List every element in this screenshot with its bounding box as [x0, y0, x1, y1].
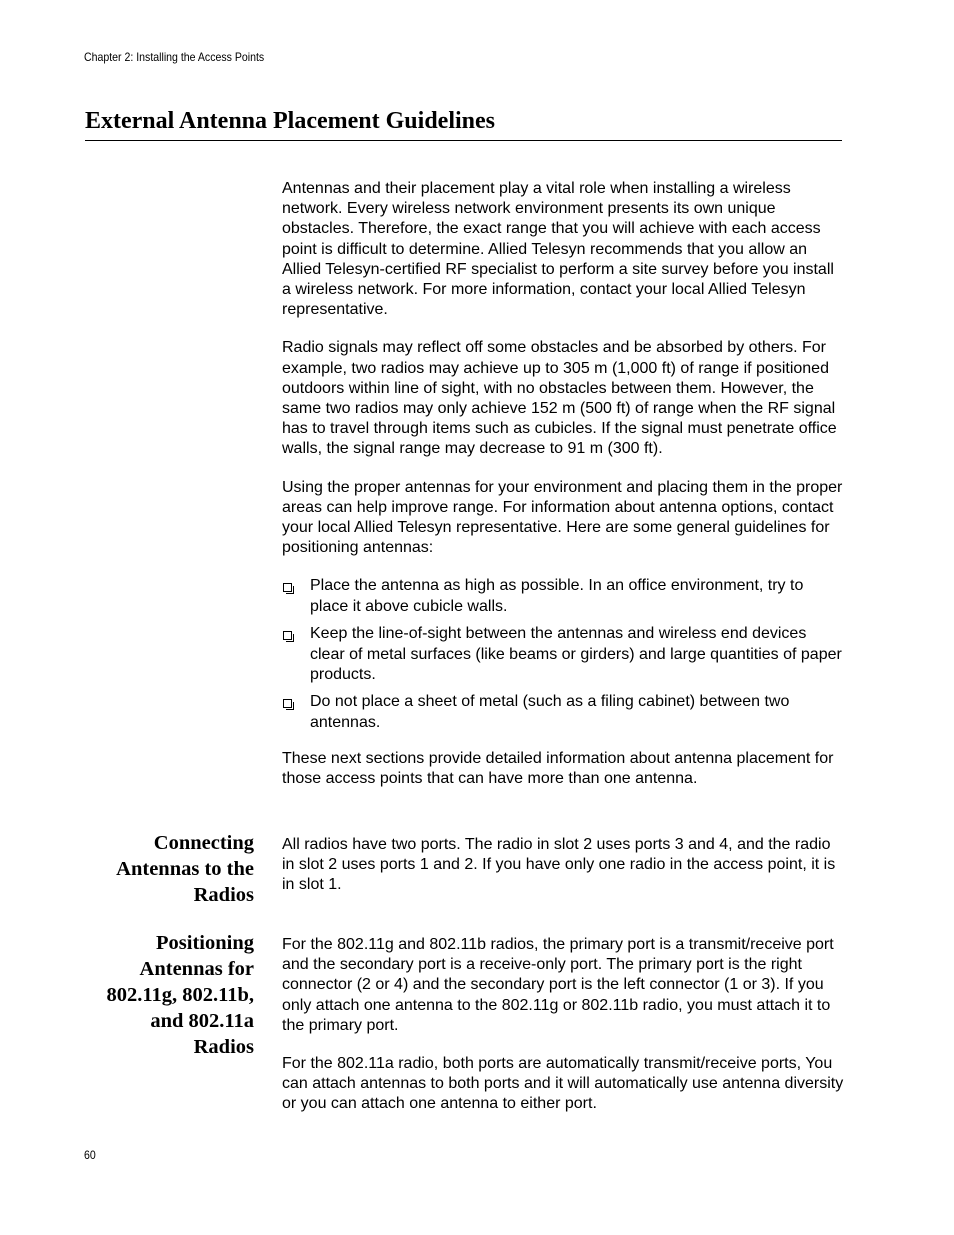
- list-item: [282, 624, 844, 685]
- list-item-text: Keep the line-of-sight between the antennas and wireless end devices clear of metal surfaces (like beams or girders) and large quantities of paper products.: [310, 625, 842, 683]
- connecting-paragraph: All radios have two ports. The radio in slot 2 uses ports 3 and 4, and the radio in slot 2 uses ports 1 and 2. If you have only one radio in the access point, it is in slot 1.: [282, 836, 836, 894]
- connecting-antennas-heading: [74, 830, 254, 908]
- intro-paragraph-2: Radio signals may reflect off some obstacles and be absorbed by others. For example, two radios may achieve up to 305 m (1,000 ft) of range if positioned outdoors within line of sight, with no obstacles between them. However, the same two radios may only achieve 152 m (500 ft) of range when the RF signal has to travel through items such as cubicles. If the signal must penetrate office walls, the signal range may decrease to 91 m (300 ft).: [282, 339, 837, 458]
- intro-paragraph-1: Antennas and their placement play a vital role when installing a wireless network. Every wireless network environment presents its own unique obstacles. Therefore, the exact range that you will achieve with each access point is difficult to determine. Allied Telesyn recommends that you allow an Allied Telesyn-certified RF specialist to perform a site survey before you install a wireless network. For more information, contact your local Allied Telesyn representative.: [282, 180, 834, 319]
- intro-paragraph-3: Using the proper antennas for your environment and placing them in the proper areas can help improve range. For information about antenna options, contact your local Allied Telesyn representative. Here are some general guidelines for positioning antennas:: [282, 478, 843, 557]
- heading-line: Radios: [193, 884, 254, 906]
- list-item: [282, 692, 844, 732]
- positioning-paragraph-2: For the 802.11a radio, both ports are automatically transmit/receive ports, You can attach antennas to both ports and it will automatically use antenna diversity or you can attach one antenna to either port.: [282, 1055, 844, 1113]
- heading-line: 802.11g, 802.11b,: [106, 984, 254, 1006]
- page-title: External Antenna Placement Guidelines: [85, 106, 842, 141]
- heading-line: Positioning: [156, 932, 254, 954]
- intro-paragraph-4: These next sections provide detailed information about antenna placement for those access points that can have more than one antenna.: [282, 749, 834, 788]
- intro-section: [282, 179, 844, 789]
- positioning-paragraph-1: For the 802.11g and 802.11b radios, the primary port is a transmit/receive port and the secondary port is a receive-only port. The primary port is the right connector (2 or 4) and the secondary port is the left connector (1 or 3). If you only attach one antenna to the 802.11g or 802.11b radio, you must attach it to the primary port.: [282, 936, 834, 1034]
- list-item-text: Do not place a sheet of metal (such as a filing cabinet) between two antennas.: [310, 693, 790, 731]
- guideline-list: [282, 576, 844, 732]
- heading-line: Radios: [193, 1036, 254, 1058]
- page-number: 60: [84, 1148, 96, 1162]
- square-bullet-icon: [283, 631, 292, 640]
- heading-line: Connecting: [153, 832, 254, 854]
- heading-line: Antennas to the: [116, 858, 254, 880]
- square-bullet-icon: [283, 583, 292, 592]
- positioning-antennas-section: [282, 935, 844, 1115]
- heading-line: Antennas for: [139, 958, 254, 980]
- connecting-antennas-section: [282, 835, 844, 896]
- positioning-antennas-heading: [74, 930, 254, 1060]
- heading-line: and 802.11a: [150, 1010, 254, 1032]
- list-item-text: Place the antenna as high as possible. In an office environment, try to place it above cubicle walls.: [310, 577, 804, 615]
- list-item: [282, 576, 844, 616]
- running-head: Chapter 2: Installing the Access Points: [84, 50, 265, 64]
- square-bullet-icon: [283, 699, 292, 708]
